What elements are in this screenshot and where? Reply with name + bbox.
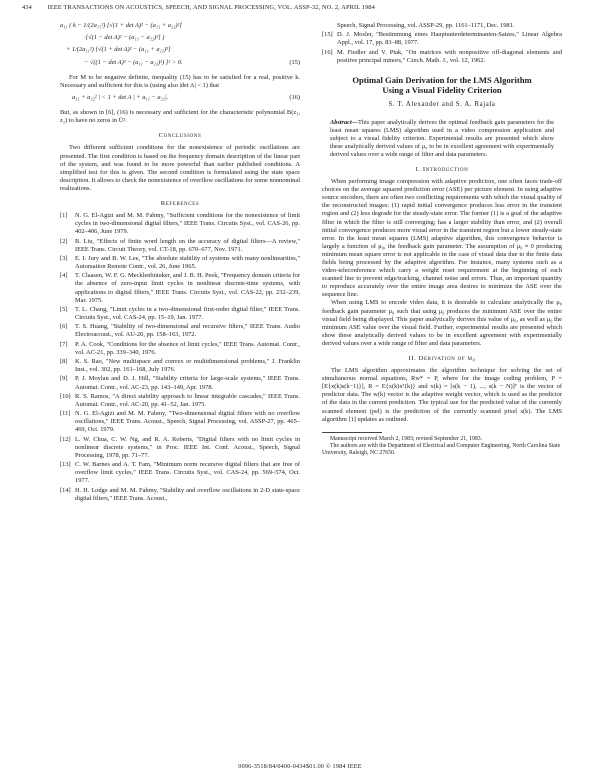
abstract-label: Abstract—	[330, 118, 358, 126]
equation-text: a₁₁ ( k − 1/(2a₁₁²) [√(1 + det A)² − (a₁₁ + a₂₂)²]	[60, 22, 182, 29]
reference-item	[60, 255, 300, 271]
reference-text: L. W. Chua, C. W. Ng, and R. A. Roberts, "Digital filters with no limit cycles in nonlinear discrete systems," in Proc. IEEE Int. Conf. Acoust., Speech, Signal Processing, 1978, pp. 71–77.	[75, 435, 300, 459]
reference-label: [11]	[60, 410, 71, 418]
reference-text: D. J. Mosler, "Bestimmung eines Hauptunterdeterminanten-Satzes," Linear Algebra Appl., vol. 17, pp. 83–88, 1977.	[337, 31, 562, 47]
reference-text: K. S. Rao, "New multispace and convex or multidimensional problems," J. Franklin Inst., vol. 302, pp. 161–168, July 1976.	[75, 358, 300, 374]
left-column	[60, 22, 300, 504]
reference-item	[322, 22, 562, 30]
reference-label: [16]	[322, 48, 333, 56]
reference-text: C. W. Barnes and A. T. Fam, "Minimum norm recursive digital filters that are free of overflow limit cycles," IEEE Trans. Circuits Syst., vol. CAS-24, pp. 569–574, Oct. 1977.	[75, 461, 300, 485]
body-paragraph: But, as shown in [6], (16) is necessary and sufficient for the characteristic polynomial B(z₁, z₂) to have no zeros in Ū².	[60, 109, 300, 125]
copyright-footer: 0096-3518/84/0400-0434$01.00 © 1984 IEEE	[238, 763, 362, 770]
reference-text: T. L. Chang, "Limit cycles in a two-dimensional first-order digital filter," IEEE Trans. Circuits Syst., vol. CAS-24, pp. 15–19, Jan. 1977.	[75, 305, 300, 321]
reference-item	[60, 212, 300, 236]
equation-text: + 1/(2a₁₁²) [√(1 + det A)² − (a₁₁ + a₂₂)²]	[66, 46, 171, 53]
reference-label: [8]	[60, 358, 68, 366]
reference-label: [14]	[60, 486, 71, 494]
reference-label: [5]	[60, 305, 68, 313]
reference-item	[60, 341, 300, 357]
equation-line	[60, 34, 300, 46]
equation-text: − √((1 − det A)² − (a₁₁ − a₂₂)²) ]² > 0.	[84, 59, 183, 66]
footnote-divider	[322, 432, 382, 433]
reference-item	[60, 436, 300, 460]
reference-text: M. Fiedler and V. Ptak, "On matrices with nonpositive off-diagonal elements and positive principal minors," Czech. Math. J., vol. 12, 1962.	[337, 48, 562, 64]
reference-label: [7]	[60, 340, 68, 348]
reference-text: B. Liu, "Effects of finite word length on the accuracy of digital filters—A review," IEEE Trans. Circuit Theory, vol. CT-18, pp. 670–677, Nov. 1971.	[75, 237, 300, 253]
equation-number: (16)	[289, 94, 300, 102]
body-paragraph: For M to be negative definite, inequality (15) has to be satisfied for a real, positive k. Necessary and sufficient for this is (using also |det A| < 1) that	[60, 74, 300, 90]
equation-number: (15)	[289, 59, 300, 66]
reference-text: E. I. Jury and B. W. Lee, "The absolute stability of systems with many nonlinearities," Automation Remote Contr., vol. 26, June 1965.	[75, 254, 300, 271]
equation-16	[60, 94, 300, 106]
intro-paragraph-2: When using LMS to encode video data, it is desirable to calculate analytically the μ₀ feedback gain parameter μ₀ such that using μ₀ produces the minimum ASE over the entire visual field being displayed. This paper analytically derives this value of μ₀, as well as μ₀ the minimum ASE value over the visual field. Further, experimental results are presented which show these analytically derived values to be in excellent agreement with experimentally derived values over a wide range of filter and data parameters.	[322, 299, 562, 347]
equation-line	[60, 59, 300, 71]
intro-paragraph-1: When performing image compression with adaptive predictors, one often faces trade-off choices on the average squared prediction error (ASE) per picture element. In using adaptive source encoders, there are often two conflicting requirements with which the visual quality of the reconstructed images: (1) rapid initial convergence produces less error in the transient region and (2) less degrade for the steady-state error. The former (1) is a goal of the adaptive filter in which the filter is still converging; has a larger stability than error, and (2) overall initial convergence produces more visual error in the transient region but a lower steady-state error. In the least mean squares (LMS) adaptive algorithm, this convergence behavior is largely a function of μ₀, the feedback gain parameter. The assumption of μ₀ ≈ 0 producing minimum mean square error is not applicable in the case of visual data due to the finite data fields being processed by the adaptive algorithm. For instance, many systems such as a video-teleconference which carry a weight reset requirement at the beginning of each scanned line to prevent edge/tracking, channel noise and errors. Thus, an important quantity to reproduce accurately over the entire image area desires to minimize the ASE over the sequence line.	[322, 178, 562, 299]
reference-text: Speech, Signal Processing, vol. ASSP-29, pp. 1161–1171, Dec. 1981.	[337, 22, 515, 29]
reference-item	[60, 272, 300, 304]
abstract	[330, 119, 554, 159]
derivation-paragraph: The LMS algorithm approximates the algorithm technique for solving the set of simultaneous normal equations, Rw* = P, where for the image coding problem, P = [E{x(k)s(k−1)}], R = E{x(k)xᵀ(k)} and x(k) = [s(k − 1), ..., s(k − N)]ᵀ is the vector of predictor data. The w(k) vector is the adaptive weight vector, which is used as the predictor of the data in the current prediction. The typical use for the predicted value of the currently scanned element (pel) is the prediction of the currently scanned pixel s(k). The LMS algorithm [1] updates as outlined.	[322, 367, 562, 423]
equation-line	[60, 46, 300, 59]
reference-text: H. H. Lodge and M. M. Fahmy, "Stability and overflow oscillations in 2-D state-space digital filters," IEEE Trans. Acoust.,	[75, 486, 300, 502]
paper-title-line-1: Optimal Gain Derivation for the LMS Algorithm	[352, 74, 532, 85]
reference-label: [2]	[60, 237, 68, 245]
conclusions-paragraph: Two different sufficient conditions for the nonexistence of periodic oscillations are presented. The first condition is based on the frequency domain description of the linear part of the system, and was found to be more powerful than earlier published conditions. A simplified test for this is given. The second condition is formulated using the state space description. It allows to check the nonexistence of overflow oscillations for some nonnominal realizations.	[60, 144, 300, 192]
reference-text: T. Claasen, W. F. G. Mecklenbräuker, and J. B. H. Peek, "Frequency domain criteria for the absence of zero-input limit cycles in nonlinear discrete-time systems, with applications to digital filters," IEEE Trans. Circuits Syst., vol. CAS-22, pp. 232–239, Mar. 1975.	[75, 272, 300, 304]
reference-list	[60, 212, 300, 503]
reference-label: [15]	[322, 31, 333, 39]
reference-text: N. G. El-Agizi and M. M. Fahmy, "Two-dimensional digital filters with no overflow oscillations," IEEE Trans. Acoust., Speech, Signal Processing, vol. ASSP-27, pp. 465–469, Oct. 1979.	[75, 410, 300, 434]
reference-label: [12]	[60, 435, 71, 443]
reference-item	[60, 306, 300, 322]
running-header	[22, 4, 578, 16]
reference-item	[322, 49, 562, 65]
reference-item	[60, 358, 300, 374]
reference-item	[322, 31, 562, 47]
reference-label: [9]	[60, 375, 68, 383]
equation-line	[60, 22, 300, 34]
equation-text: a₁₁ + a₂₂² | < 1 + det A | + a₁₁ − a₂₂|.	[72, 94, 169, 102]
reference-text: R. S. Ramos, "A direct stability approach to linear integrable cascades," IEEE Trans. Automat. Contr., vol. AC-20, pp. 41–52, Jan. 1975.	[75, 392, 300, 408]
reference-label: [6]	[60, 323, 68, 331]
reference-item	[60, 461, 300, 485]
reference-label: [1]	[60, 212, 68, 220]
reference-item	[60, 393, 300, 409]
reference-label: [3]	[60, 254, 68, 262]
page-number: 434	[22, 4, 32, 11]
reference-item	[60, 487, 300, 503]
paper-title	[322, 75, 562, 96]
paper-authors: S. T. Alexander and S. A. Rajala	[388, 100, 496, 108]
reference-label: [10]	[60, 392, 71, 400]
section-heading-conclusions: Conclusions	[158, 132, 202, 140]
reference-text: P. J. Moylan and D. J. Hill, "Stability criteria for large-scale systems," IEEE Trans. Automat. Contr., vol. AC-23, pp. 143–149, Apr. 1978.	[75, 375, 300, 391]
reference-item	[60, 375, 300, 391]
reference-item	[60, 410, 300, 434]
paper-title-line-2: Using a Visual Fidelity Criterion	[382, 85, 502, 96]
reference-item	[60, 238, 300, 254]
footnote-authors: The authors are with the Department of Electrical and Computer Engineering, North Carolina State University, Raleigh, NC 27650.	[322, 442, 561, 457]
section-heading-references: References	[160, 200, 200, 208]
abstract-text: This paper analytically derives the optimal feedback gain parameters for the least mean squares (LMS) algorithm used in a video compression application and subject to a visual fidelity criterion. Experimental results are presented which show these analytically derived values of μ₀ to be in excellent agreement with experimentally derived values over a wide range of filter and data parameters.	[330, 118, 554, 158]
section-heading-derivation: II. Derivation of μ₀	[408, 355, 476, 362]
reference-list-continued	[322, 22, 562, 65]
equation-text: ·[√(1 − det A)² − (a₁₁ − a₂₂)²] )	[84, 34, 165, 41]
reference-item	[60, 323, 300, 339]
reference-text: N. G. El-Agizi and M. M. Fahmy, "Sufficient conditions for the nonexistence of limit cycles in two-dimensional digital filters," IEEE Trans. Circuits Syst., vol. CAS-26, pp. 402–406, June 1979.	[75, 212, 300, 236]
section-heading-introduction: I. Introduction	[415, 165, 469, 173]
reference-label: [13]	[60, 461, 71, 469]
reference-label: [4]	[60, 272, 68, 280]
reference-text: T. S. Huang, "Stability of two-dimensional and recursive filters," IEEE Trans. Audio Electroacoust., vol. AU-20, pp. 158–163, 1972.	[75, 323, 300, 339]
running-title: IEEE TRANSACTIONS ON ACOUSTICS, SPEECH, AND SIGNAL PROCESSING, VOL. ASSP-32, NO. 2, APRIL 1984	[47, 4, 375, 11]
right-column	[322, 22, 562, 457]
footnote-manuscript: Manuscript received March 2, 1983; revised September 21, 1983.	[330, 435, 483, 442]
reference-text: P. A. Cook, "Conditions for the absence of limit cycles," IEEE Trans. Automat. Contr., vol. AC-21, pp. 339–340, 1976.	[75, 340, 300, 356]
